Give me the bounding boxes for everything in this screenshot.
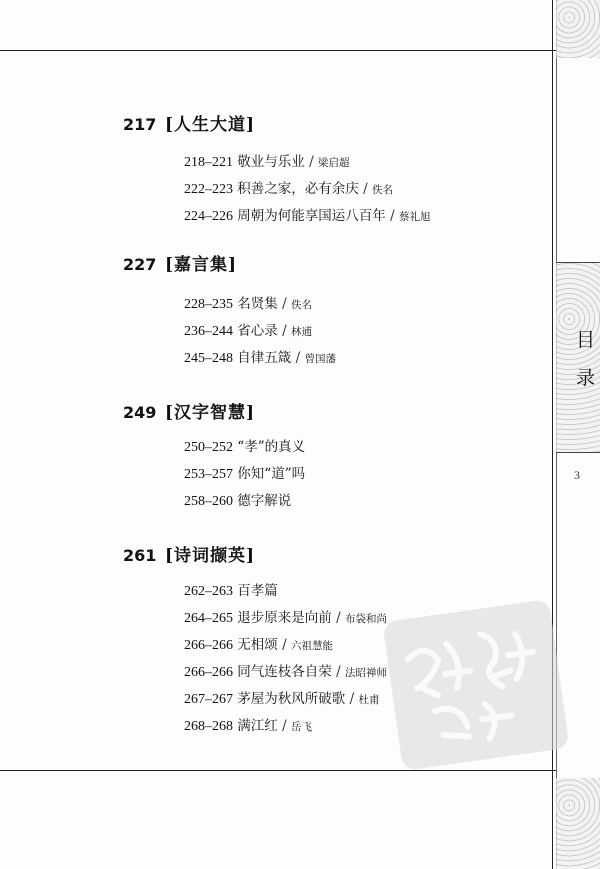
side-pattern-middle <box>556 262 600 452</box>
toc-entry[interactable] <box>184 435 305 456</box>
author-separator: / <box>390 208 395 224</box>
top-rule <box>0 50 556 51</box>
section-title: [人生大道] <box>165 115 256 135</box>
author-separator: / <box>336 664 341 680</box>
toc-entry[interactable] <box>184 687 379 708</box>
entry-title: 你知“道”吗 <box>237 466 306 482</box>
section-page-number: 261 <box>123 546 157 565</box>
page-number: 3 <box>574 468 580 482</box>
entry-title: 名贤集 <box>237 296 278 312</box>
toc-entry[interactable] <box>184 714 312 735</box>
side-label-lu: 录 <box>576 367 596 389</box>
entry-author: 佚名 <box>290 299 312 311</box>
toc-entry[interactable] <box>184 606 387 627</box>
entry-pages: 228–235 <box>184 297 233 312</box>
toc-entry[interactable] <box>184 346 336 367</box>
entry-pages: 245–248 <box>184 351 233 366</box>
entry-title: 省心录 <box>237 323 278 339</box>
entry-pages: 222–223 <box>184 182 233 197</box>
entry-title: 自律五箴 <box>237 350 292 366</box>
section-page-number: 249 <box>123 403 157 422</box>
entry-title: 茅屋为秋风所破歌 <box>237 691 346 707</box>
entry-pages: 267–267 <box>184 692 233 707</box>
entry-pages: 253–257 <box>184 467 233 482</box>
section-header <box>123 110 255 135</box>
section-page-number: 217 <box>123 115 157 134</box>
author-separator: / <box>349 691 355 707</box>
author-separator: / <box>282 718 287 734</box>
watermark-seal <box>382 599 569 771</box>
author-separator: / <box>295 350 301 366</box>
section-header <box>123 541 255 566</box>
entry-author: 林逋 <box>290 326 312 338</box>
entry-title: 无相颂 <box>237 637 278 653</box>
entry-author: 曾国藩 <box>304 353 336 365</box>
entry-author: 蔡礼旭 <box>398 211 431 223</box>
entry-author: 岳飞 <box>290 721 312 733</box>
entry-author: 法昭禅师 <box>344 667 387 679</box>
entry-pages: 266–266 <box>184 665 233 680</box>
section-page-number: 227 <box>123 255 157 274</box>
toc-entry[interactable] <box>184 177 393 198</box>
toc-entry[interactable] <box>184 489 291 510</box>
entry-title: 满江红 <box>237 718 278 734</box>
side-pattern-top <box>556 0 600 58</box>
entry-title: 敬业与乐业 <box>237 154 305 170</box>
author-separator: / <box>282 296 287 312</box>
entry-title: 周朝为何能享国运八百年 <box>237 208 386 224</box>
entry-title: 同气连枝各自荣 <box>237 664 332 680</box>
section-title: [汉字智慧] <box>165 403 256 423</box>
side-rule-1 <box>556 262 600 263</box>
entry-author: 梁启超 <box>317 157 350 169</box>
author-separator: / <box>363 181 368 197</box>
author-separator: / <box>309 154 314 170</box>
side-pattern-bottom <box>556 778 600 869</box>
entry-author: 布袋和尚 <box>344 613 387 625</box>
section-title: [嘉言集] <box>165 255 238 275</box>
toc-entry[interactable] <box>184 660 387 681</box>
entry-pages: 224–226 <box>184 209 233 224</box>
side-label-mu: 目 <box>576 329 596 351</box>
entry-title: 积善之家，必有余庆 <box>237 181 359 197</box>
side-rule-2 <box>556 452 600 453</box>
entry-title: 百孝篇 <box>237 583 278 599</box>
entry-pages: 236–244 <box>184 324 233 339</box>
entry-pages: 218–221 <box>184 155 233 170</box>
seal-glyph-strokes <box>382 599 569 771</box>
entry-pages: 262–263 <box>184 584 233 599</box>
entry-author: 杜甫 <box>358 694 380 706</box>
author-separator: / <box>336 610 341 626</box>
bottom-rule <box>0 770 556 771</box>
entry-title: 退步原来是向前 <box>237 610 332 626</box>
entry-title: “孝”的真义 <box>237 439 306 455</box>
toc-entry[interactable] <box>184 633 333 654</box>
entry-author: 六祖慧能 <box>290 640 333 652</box>
author-separator: / <box>282 637 287 653</box>
toc-entry[interactable] <box>184 579 278 600</box>
entry-pages: 264–265 <box>184 611 233 626</box>
entry-author: 佚名 <box>371 184 393 196</box>
author-separator: / <box>282 323 287 339</box>
toc-entry[interactable] <box>184 150 349 171</box>
section-title: [诗词撷英] <box>165 546 256 566</box>
entry-pages: 258–260 <box>184 494 233 509</box>
entry-pages: 266–266 <box>184 638 233 653</box>
entry-title: 德字解说 <box>237 493 292 509</box>
toc-entry[interactable] <box>184 204 430 225</box>
entry-pages: 250–252 <box>184 440 233 455</box>
toc-entry[interactable] <box>184 462 305 483</box>
section-header <box>123 250 237 275</box>
toc-entry[interactable] <box>184 292 312 313</box>
section-header <box>123 398 255 423</box>
entry-pages: 268–268 <box>184 719 233 734</box>
toc-entry[interactable] <box>184 319 312 340</box>
